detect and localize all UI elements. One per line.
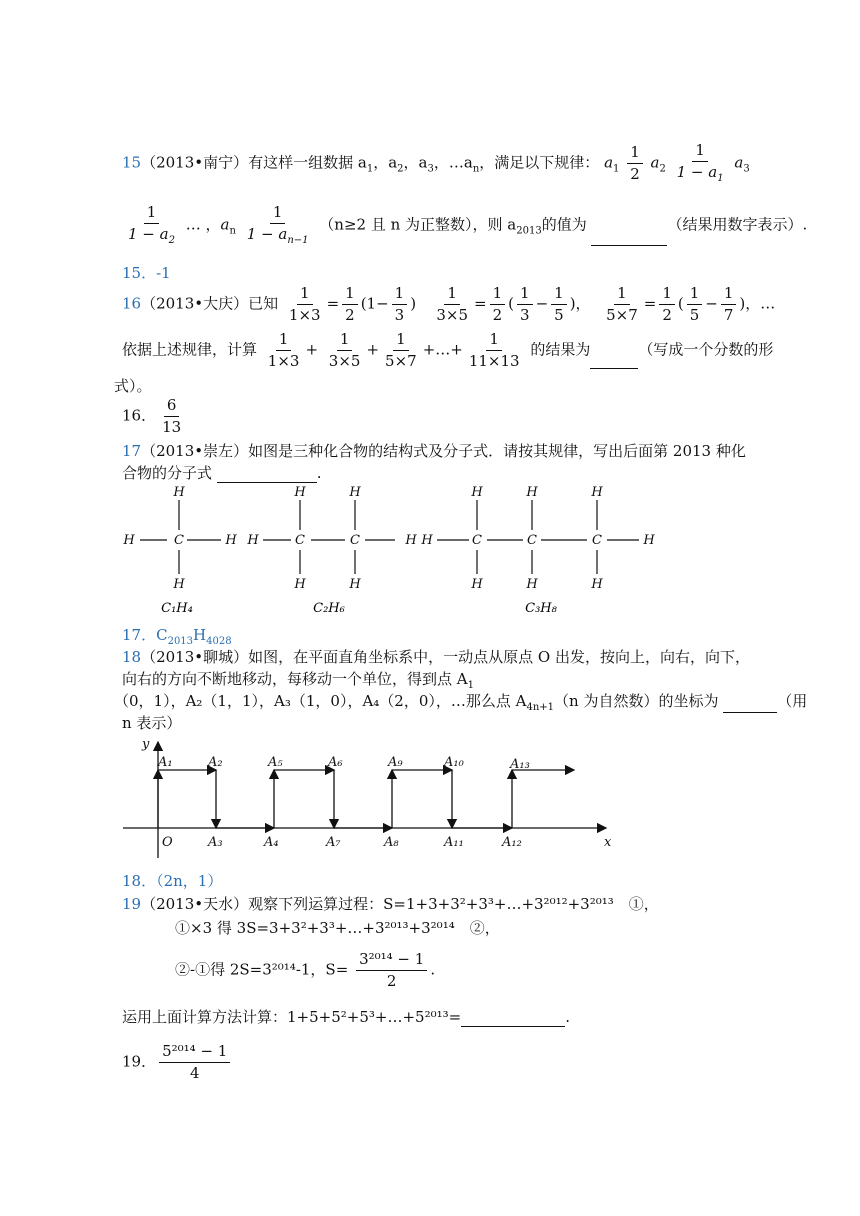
hydrogen-atom: H [173, 577, 185, 592]
hydrogen-atom: H [405, 533, 417, 548]
q19-line3: ②-①得 2S=3²⁰¹⁴-1，S= $\frac{\text{3²⁰¹⁴ − 1}}{2}$ . [175, 950, 436, 990]
q16-line2c: （写成一个分数的形 [638, 340, 774, 359]
carbon-atom: C [592, 533, 602, 548]
q15-text: 有这样一组数据 a [248, 153, 367, 172]
hydrogen-atom: H [471, 577, 483, 592]
q18-origin: O [162, 835, 173, 850]
q18-number: 18 [122, 648, 142, 666]
carbon-atom: C [174, 533, 184, 548]
hydrogen-atom: H [247, 533, 259, 548]
hydrogen-atom: H [421, 533, 433, 548]
q16-answer: 16． $\frac{6}{13}$ [122, 396, 182, 436]
hydrogen-atom: H [294, 577, 306, 592]
hydrogen-atom: H [526, 577, 538, 592]
q15-a2: a [650, 153, 660, 172]
q15-a3: a [734, 153, 744, 172]
q16-number: 16 [122, 294, 142, 313]
hydrogen-atom: H [591, 577, 603, 592]
q15-text-mid: ，满足以下规律： [479, 153, 600, 172]
q16-known: 已知 [248, 294, 279, 313]
q19-answer-blank[interactable] [461, 1026, 565, 1027]
q15-frac-a1: $\frac{1}{1 - a_1}$ [676, 141, 724, 184]
q16-line2: 依据上述规律，计算 $\frac{1}{1\times 3}$ + $\frac{1}{3\times 5}$ + $\frac{1}{5\times 7}$ +…+ $\frac{1}{11\times 13}$ 的结果为 （写成一个分数的形 [122, 330, 774, 370]
q19-source: （2013•天水） [141, 895, 249, 913]
q16-line2b: 的结果为 [530, 340, 591, 359]
q17-structure-figure [115, 482, 675, 622]
q18-pt-a6: A₆ [328, 755, 343, 770]
q15-frac-half: $\frac{1}{2}$ [627, 145, 643, 182]
q19-text1: 观察下列运算过程：S=1+3+3²+3³+…+3²⁰¹²+3²⁰¹³ ①， [248, 895, 659, 913]
q15-line1: 15（2013•南宁）有这样一组数据 $a_1$，$a_2$，$a_3$，$\dots a_n$，满足以下规律： $a_1$ $\frac{1}{2}$ $a_2$ $\frac{1}{1 - a_1}$ $a_3$ [122, 141, 750, 184]
q19-line2: ①×3 得 3S=3+3²+3³+…+3²⁰¹³+3²⁰¹⁴ ②， [175, 919, 500, 937]
hydrogen-atom: H [643, 533, 655, 548]
hydrogen-atom: H [591, 485, 603, 500]
hydrogen-atom: H [349, 485, 361, 500]
hydrogen-atom: H [526, 485, 538, 500]
q18-answer-blank[interactable] [723, 712, 777, 713]
q18-line1 [122, 646, 750, 667]
carbon-atom: C [350, 533, 360, 548]
hydrogen-atom: H [471, 485, 483, 500]
q18-pt-a5: A₅ [268, 755, 283, 770]
q18-line4: n 表示） [122, 714, 182, 732]
q16-answer-blank[interactable] [590, 368, 638, 369]
q18-pt-a11: A₁₁ [444, 835, 464, 850]
q15-cond-tail: 的值为 [541, 215, 587, 234]
q17-source: （2013•崇左） [141, 442, 249, 460]
hydrogen-atom: H [294, 485, 306, 500]
carbon-atom: C [527, 533, 537, 548]
carbon-atom: C [295, 533, 305, 548]
hydrogen-atom: H [123, 533, 135, 548]
q15-answer: 15．-1 [122, 264, 171, 282]
q15-number: 15 [122, 153, 142, 172]
hydrogen-atom: H [349, 577, 361, 592]
q18-pt-a1: A₁ [158, 755, 173, 770]
q18-axis-y: y [142, 737, 150, 752]
q15-tail: （结果用数字表示）. [667, 215, 808, 234]
q15-dots: … ， [185, 215, 221, 234]
q19-number: 19 [122, 895, 142, 913]
q16-line1: 16（2013•大庆）已知 $\frac{1}{1\times 3}$ = $\frac{1}{2}$ (1− $\frac{1}{3}$ ) $\frac{1}{3\times 5}$ = $\frac{1}{2}$ ( $\frac{1}{3}$ − $\frac{1}{5}$ )， $\frac{1}{5\times 7}$ = $\frac{1}{2}$ ( $\frac{1}{5}$ − $\frac{1}{7}$ )，… [122, 284, 776, 324]
q17-label-c2h6: C₂H₆ [313, 601, 345, 616]
q15-answer-blank[interactable] [591, 245, 667, 246]
q18-coordinate-figure [118, 732, 618, 862]
q15-source: （2013•南宁） [141, 153, 249, 172]
q18-axis-x: x [604, 835, 612, 850]
q15-a1: a [604, 153, 614, 172]
hydrogen-atom: H [173, 485, 185, 500]
q18-pt-a4: A₄ [264, 835, 279, 850]
q18-pt-a8: A₈ [384, 835, 399, 850]
q18-pt-a13: A₁₃ [510, 757, 530, 772]
q17-text2: 合物的分子式 [122, 464, 213, 482]
q18-pt-a9: A₉ [388, 755, 403, 770]
q17-line2: 合物的分子式 . [122, 464, 322, 482]
q18-answer: 18．（2n，1） [122, 872, 223, 890]
q18-pt-a12: A₁₂ [502, 835, 522, 850]
q17-text1: 如图是三种化合物的结构式及分子式．请按其规律，写出后面第 2013 种化 [248, 442, 746, 460]
q15-cond: （n≥2 且 n 为正整数），则 a [319, 215, 517, 234]
q15-frac-an: $\frac{1}{1 - a_{n-1}}$ [246, 203, 309, 246]
q15-frac-a2: $\frac{1}{1 - a_2}$ [128, 203, 175, 246]
q15-an: a [220, 215, 230, 234]
q18-pt-a3: A₃ [208, 835, 223, 850]
q16-line2a: 依据上述规律，计算 [122, 340, 258, 359]
q18-source: （2013•聊城） [141, 648, 249, 666]
q17-number: 17 [122, 442, 142, 460]
q18-pt-a7: A₇ [326, 835, 341, 850]
q19-line1 [122, 893, 659, 914]
q17-label-c1h4: C₁H₄ [161, 601, 193, 616]
q18-text1: 如图，在平面直角坐标系中，一动点从原点 O 出发，按向上，向右，向下， [248, 648, 750, 666]
q18-line2: 向右的方向不断地移动，每移动一个单位，得到点 $A_1$ [122, 670, 474, 691]
hydrogen-atom: H [225, 533, 237, 548]
q18-pt-a2: A₂ [208, 755, 223, 770]
q18-pt-a10: A₁₀ [444, 755, 464, 770]
q19-line4: 运用上面计算方法计算：1+5+5²+5³+…+5²⁰¹³= . [122, 1008, 570, 1026]
q18-line3: （0，1），A₂（1，1），A₃（1，0），A₄（2，0），…那么点 $A_{4n+1}(n$ 为自然数）的坐标为 （用 [114, 692, 808, 713]
q16-line3: 式）。 [114, 377, 152, 395]
q16-source: （2013•大庆） [141, 294, 249, 313]
carbon-atom: C [472, 533, 482, 548]
q17-label-c3h8: C₃H₈ [525, 601, 557, 616]
q17-answer: 17．$C_{2013}H_{4028}$ [122, 626, 232, 647]
q17-line1 [122, 440, 746, 461]
q19-answer: 19． $\frac{\text{5²⁰¹⁴ − 1}}{4}$ [122, 1044, 233, 1081]
q15-line2: $\frac{1}{1 - a_2}$ … ，$a_n$ $\frac{1}{1 - a_{n-1}}$ （n≥2 且 n 为正整数），则 $a_{2013}$的值为 （结果用数字表示）. [122, 205, 807, 246]
